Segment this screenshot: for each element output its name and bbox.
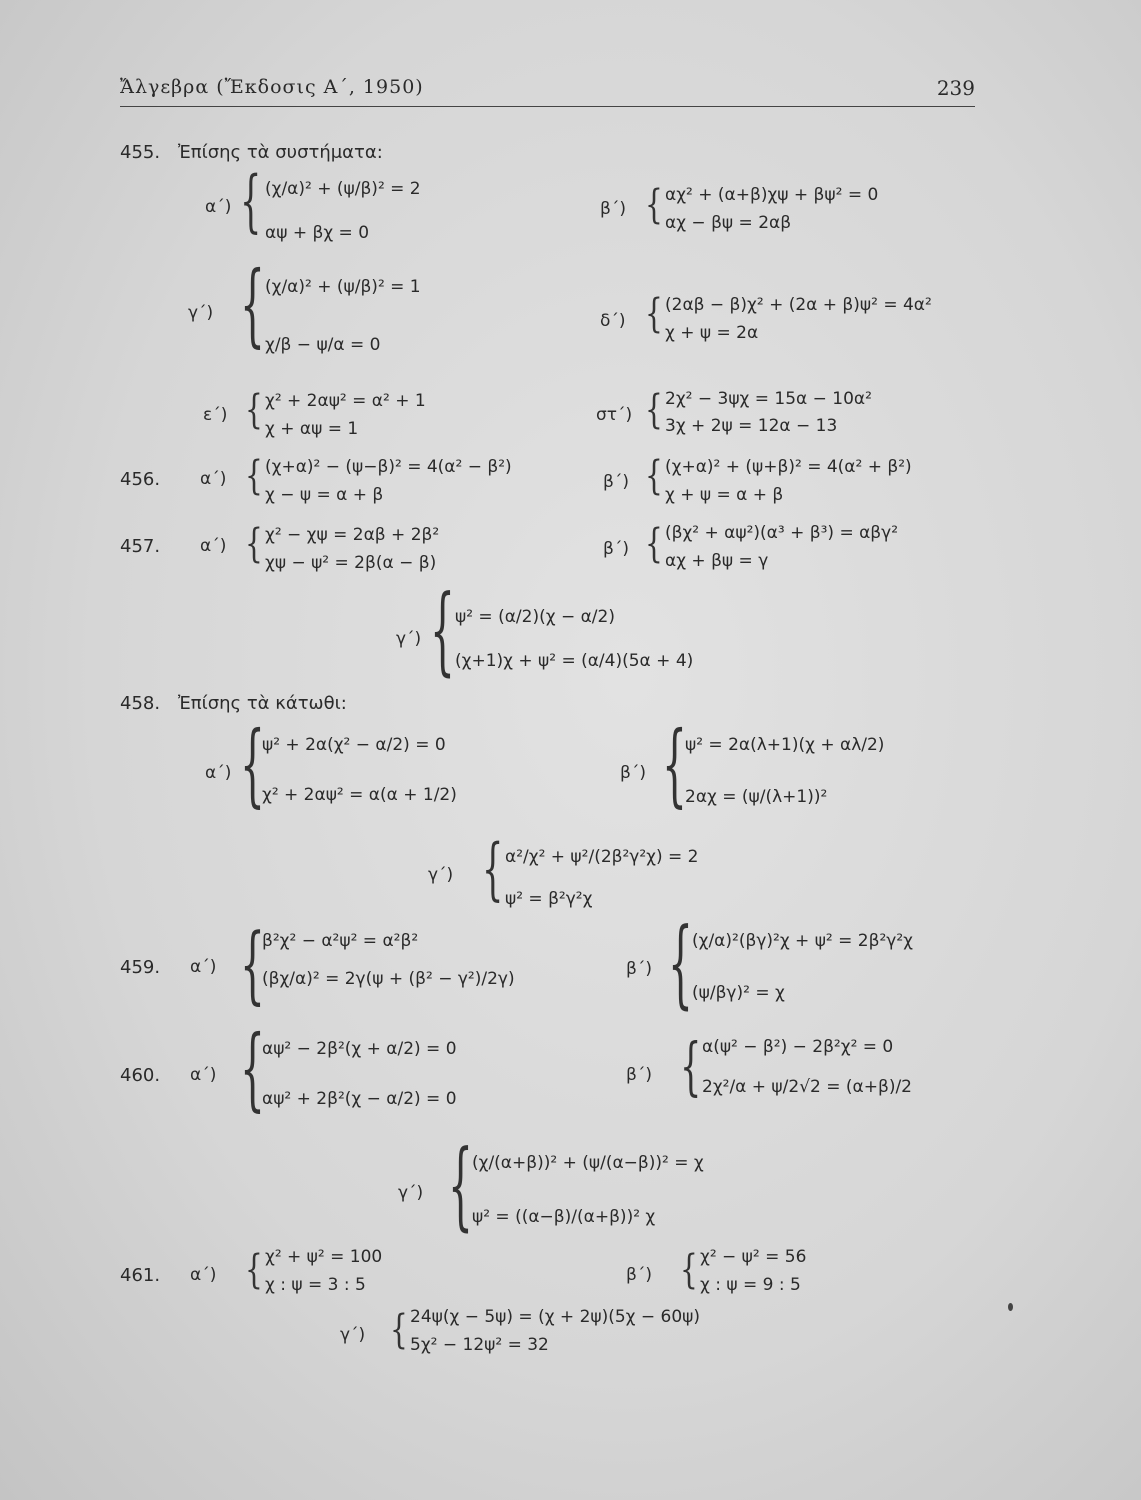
system-brace: { <box>482 830 504 909</box>
equation: χ² + 2αψ² = α(α + 1/2) <box>262 785 457 805</box>
system-brace: { <box>430 576 455 687</box>
equation: χ² − χψ = 2αβ + 2β² <box>265 525 440 545</box>
part-label: β΄) <box>603 472 629 492</box>
part-label: α΄) <box>190 1265 217 1285</box>
equation: χ² − ψ² = 56 <box>700 1247 807 1267</box>
system-brace: { <box>645 453 663 499</box>
part-label: α΄) <box>190 957 217 977</box>
part-label: γ΄) <box>398 1183 424 1203</box>
system-brace: { <box>390 1307 408 1353</box>
system-brace: { <box>245 521 263 567</box>
system-brace: { <box>448 1131 473 1242</box>
equation: (χ/(α+β))² + (ψ/(α−β))² = χ <box>472 1153 704 1173</box>
equation: 3χ + 2ψ = 12α − 13 <box>665 416 838 436</box>
system-brace: { <box>645 521 663 567</box>
equation: χ² + ψ² = 100 <box>265 1247 383 1267</box>
equation: (χ/α)² + (ψ/β)² = 2 <box>265 179 421 199</box>
part-label: ε΄) <box>203 405 228 425</box>
part-label: γ΄) <box>428 865 454 885</box>
equation: αχ + βψ = γ <box>665 551 769 571</box>
equation: χ + ψ = α + β <box>665 485 784 505</box>
equation: ψ² = ((α−β)/(α+β))² χ <box>472 1207 656 1227</box>
equation: (χ+α)² − (ψ−β)² = 4(α² − β²) <box>265 457 512 477</box>
system-brace: { <box>662 714 687 818</box>
part-label: β΄) <box>603 539 629 559</box>
equation: ψ² = (α/2)(χ − α/2) <box>455 607 615 627</box>
equation: 2αχ = (ψ/(λ+1))² <box>685 787 828 807</box>
equation: χ + αψ = 1 <box>265 419 359 439</box>
system-brace: { <box>645 387 663 433</box>
exercise-number: 456. <box>120 469 161 490</box>
system-brace: { <box>668 909 693 1020</box>
exercise-number: 460. <box>120 1065 161 1086</box>
equation: (χ/α)² + (ψ/β)² = 1 <box>265 277 421 297</box>
ink-speck <box>1008 1303 1013 1311</box>
equation: χψ − ψ² = 2β(α − β) <box>265 553 437 573</box>
system-brace: { <box>240 1018 265 1122</box>
equation: χ : ψ = 3 : 5 <box>265 1275 366 1295</box>
equation: χ² + 2αψ² = α² + 1 <box>265 391 426 411</box>
equation: α(ψ² − β²) − 2β²χ² = 0 <box>702 1037 894 1057</box>
equation: (βχ/α)² = 2γ(ψ + (β² − γ²)/2γ) <box>262 969 515 989</box>
equation: 2χ²/α + ψ/2√2 = (α+β)/2 <box>702 1077 913 1097</box>
part-label: β΄) <box>600 199 626 219</box>
system-brace: { <box>680 1247 698 1293</box>
equation: (ψ/βγ)² = χ <box>692 983 785 1003</box>
system-brace: { <box>240 254 265 358</box>
system-brace: { <box>245 453 263 499</box>
exercise-number: 457. <box>120 536 161 557</box>
exercise-intro: Ἐπίσης τὰ κάτωθι: <box>178 693 347 714</box>
part-label: β΄) <box>626 1065 652 1085</box>
part-label: γ΄) <box>340 1325 366 1345</box>
running-header <box>120 76 975 107</box>
part-label: α΄) <box>205 763 232 783</box>
equation: (2αβ − β)χ² + (2α + β)ψ² = 4α² <box>665 295 932 315</box>
equation: (χ+1)χ + ψ² = (α/4)(5α + 4) <box>455 651 694 671</box>
exercise-number: 455. <box>120 142 161 163</box>
system-brace: { <box>645 291 663 337</box>
exercise-number: 458. <box>120 693 161 714</box>
part-label: στ΄) <box>596 405 633 425</box>
equation: χ − ψ = α + β <box>265 485 384 505</box>
part-label: β΄) <box>626 1265 652 1285</box>
part-label: β΄) <box>626 959 652 979</box>
page-number: 239 <box>936 76 975 100</box>
equation: χ + ψ = 2α <box>665 323 759 343</box>
equation: β²χ² − α²ψ² = α²β² <box>262 931 419 951</box>
header-title: Ἄλγεβρα (Ἔκδοσις Α΄, 1950) <box>120 76 424 98</box>
equation: χ : ψ = 9 : 5 <box>700 1275 801 1295</box>
part-label: α΄) <box>200 536 227 556</box>
system-brace: { <box>245 1247 263 1293</box>
system-brace: { <box>245 387 263 433</box>
equation: (βχ² + αψ²)(α³ + β³) = αβγ² <box>665 523 899 543</box>
part-label: γ΄) <box>396 629 422 649</box>
part-label: α΄) <box>205 197 232 217</box>
equation: αψ² − 2β²(χ + α/2) = 0 <box>262 1039 457 1059</box>
equation: (χ/α)²(βγ)²χ + ψ² = 2β²γ²χ <box>692 931 913 951</box>
system-brace: { <box>240 714 265 818</box>
equation: αψ² + 2β²(χ − α/2) = 0 <box>262 1089 457 1109</box>
part-label: δ΄) <box>600 311 626 331</box>
exercise-number: 461. <box>120 1265 161 1286</box>
part-label: β΄) <box>620 763 646 783</box>
part-label: γ΄) <box>188 303 214 323</box>
equation: α²/χ² + ψ²/(2β²γ²χ) = 2 <box>505 847 699 867</box>
exercise-number: 459. <box>120 957 161 978</box>
system-brace: { <box>645 182 663 228</box>
part-label: α΄) <box>190 1065 217 1085</box>
system-brace: { <box>240 916 265 1014</box>
equation: αχ² + (α+β)χψ + βψ² = 0 <box>665 185 879 205</box>
exercise-intro: Ἐπίσης τὰ συστήματα: <box>178 142 383 163</box>
equation: αχ − βψ = 2αβ <box>665 213 792 233</box>
equation: ψ² = 2α(λ+1)(χ + αλ/2) <box>685 735 885 755</box>
equation: 2χ² − 3ψχ = 15α − 10α² <box>665 389 872 409</box>
equation: ψ² = β²γ²χ <box>505 889 593 909</box>
part-label: α΄) <box>200 469 227 489</box>
equation: ψ² + 2α(χ² − α/2) = 0 <box>262 735 446 755</box>
system-brace: { <box>680 1030 702 1104</box>
equation: 5χ² − 12ψ² = 32 <box>410 1335 549 1355</box>
equation: χ/β − ψ/α = 0 <box>265 335 381 355</box>
system-brace: { <box>240 162 262 241</box>
equation: (χ+α)² + (ψ+β)² = 4(α² + β²) <box>665 457 912 477</box>
equation: αψ + βχ = 0 <box>265 223 370 243</box>
equation: 24ψ(χ − 5ψ) = (χ + 2ψ)(5χ − 60ψ) <box>410 1307 701 1327</box>
